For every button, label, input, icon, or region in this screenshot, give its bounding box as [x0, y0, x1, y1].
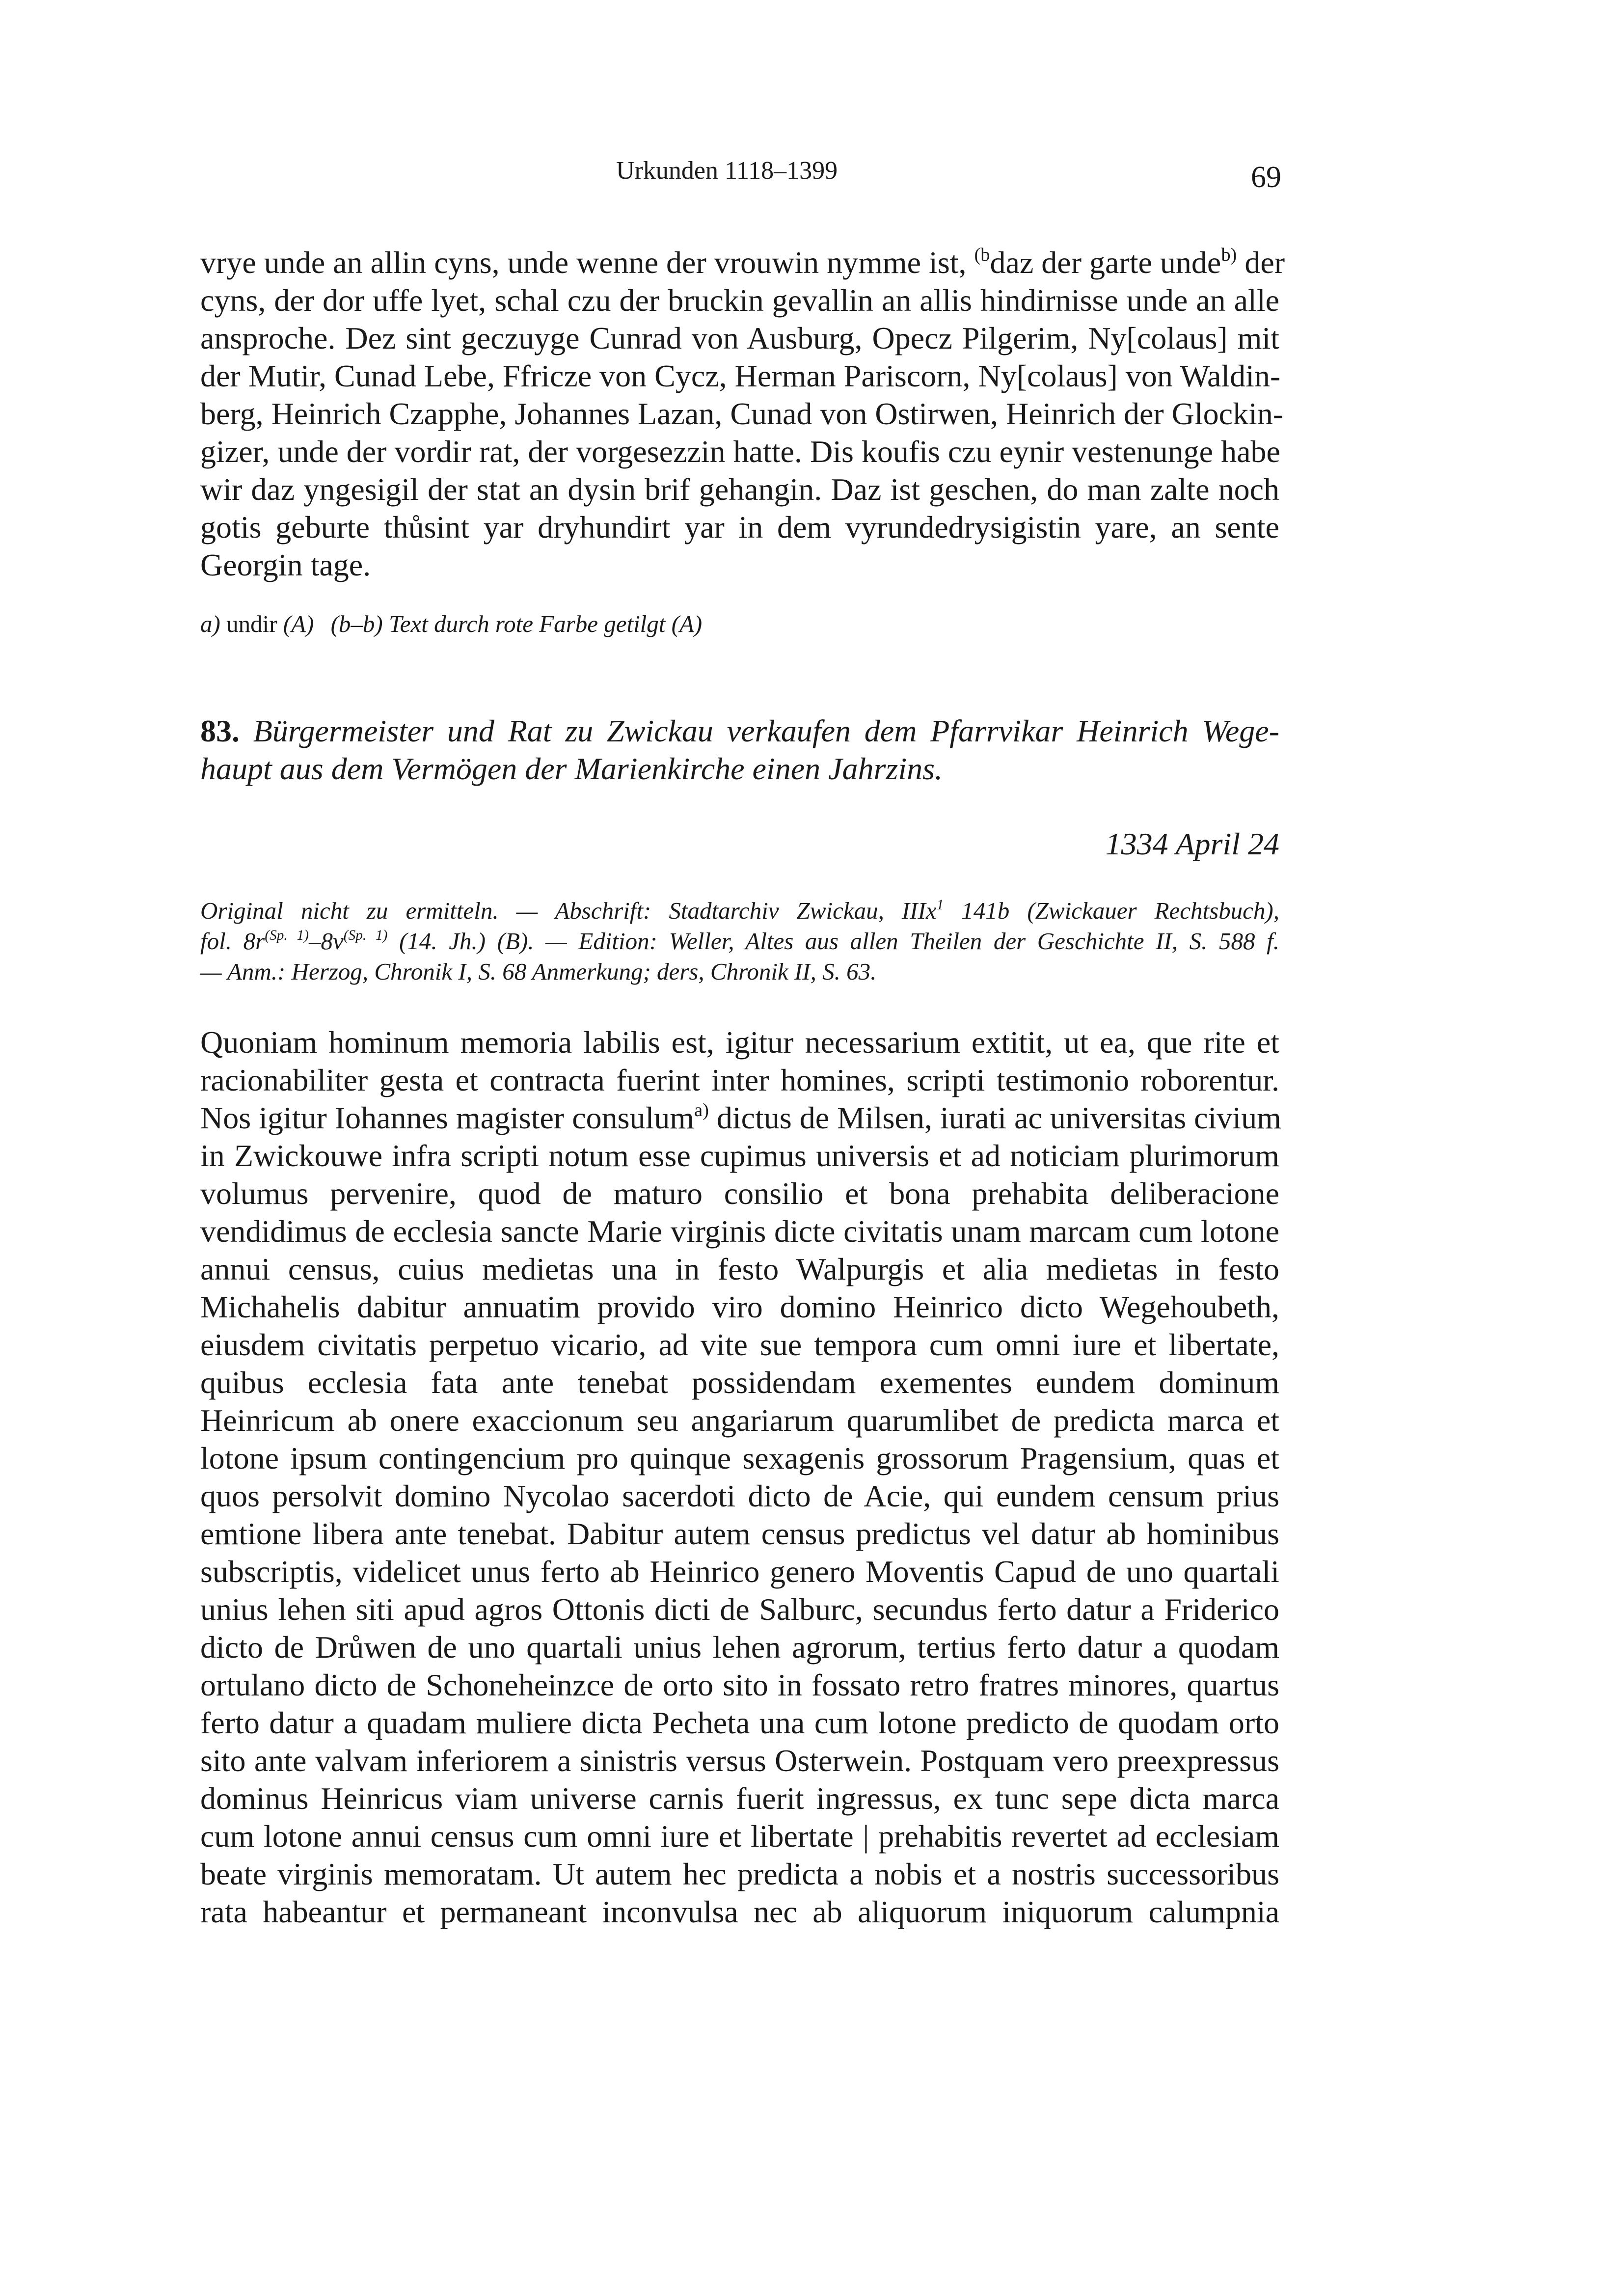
continued-text-line: gizer, unde der vordir rat, der vorgesezzin hatte. Dis koufis czu eynir vestenunge habe: [200, 434, 1280, 469]
heading-line: haupt aus dem Vermögen der Marienkirche einen Jahrzins.: [200, 751, 943, 786]
apparatus-line: — Anm.: Herzog, Chronik I, S. 68 Anmerkung; ders, Chronik II, S. 63.: [200, 958, 877, 985]
latin-text-line: emtione libera ante tenebat. Dabitur autem census predictus vel datur ab hominibus: [200, 1516, 1279, 1551]
apparatus-part: fol. 8r: [200, 928, 265, 955]
apparatus-line: [200, 896, 1279, 926]
continued-text-line: [200, 244, 1285, 282]
footnote-a-label: a): [200, 610, 220, 637]
latin-text-line: rata habeantur et permaneant inconvulsa nec ab aliquorum iniquorum calumpnia: [200, 1894, 1279, 1929]
continued-text-line: wir daz yngesigil der stat an dysin brif gehangin. Daz ist geschen, do man zalte noch: [200, 472, 1279, 507]
continued-text-line: berg, Heinrich Czapphe, Johannes Lazan, Cunad von Ostirwen, Heinrich der Glockin-: [200, 396, 1284, 431]
latin-text-line: cum lotone annui census cum omni iure et libertate | prehabitis revertet ad ecclesiam: [200, 1819, 1279, 1854]
continued-text-line: gotis geburte thůsint yar dryhundirt yar in dem vyrundedrysigistin yare, an sente: [200, 510, 1279, 545]
latin-text-line: subscriptis, videlicet unus ferto ab Heinrico genero Moventis Capud de uno quartali: [200, 1554, 1279, 1589]
latin-text-part: dictus de Milsen, iurati ac universitas civium: [708, 1100, 1281, 1135]
continued-text-part: der: [1237, 245, 1285, 280]
latin-text-line: volumus pervenire, quod de maturo consilio et bona prehabita deliberacione: [200, 1176, 1279, 1211]
superscript: (Sp. 1): [265, 927, 309, 943]
heading-text: Bürgermeister und Rat zu Zwickau verkaufen dem Pfarrvikar Heinrich Wege-: [253, 713, 1279, 748]
footnotes: [200, 609, 1279, 639]
apparatus-part: –8v: [308, 928, 344, 955]
latin-text-line: racionabiliter gesta et contracta fuerint inter homines, scripti testimonio roborentur.: [200, 1063, 1279, 1097]
latin-text-part: Nos igitur Iohannes magister consulum: [200, 1100, 695, 1135]
latin-text-line: dominus Heinricus viam universe carnis fuerit ingressus, ex tunc sepe dicta marca: [200, 1781, 1279, 1816]
continued-text-line: cyns, der dor uffe lyet, schal czu der bruckin gevallin an allis hindirnisse unde an alle: [200, 283, 1279, 318]
running-head: Urkunden 1118–1399: [616, 157, 838, 185]
latin-text-line: eiusdem civitatis perpetuo vicario, ad vite sue tempora cum omni iure et libertate,: [200, 1327, 1279, 1362]
footnote-a-text: undir: [226, 610, 277, 637]
continued-text-line: ansproche. Dez sint geczuyge Cunrad von Ausburg, Opecz Pilgerim, Ny[colaus] mit: [200, 321, 1279, 355]
continued-text-part: daz der garte unde: [990, 245, 1221, 280]
apparatus-part: 141b (Zwickauer Rechtsbuch),: [944, 897, 1279, 924]
latin-text-line: in Zwickouwe infra scripti notum esse cupimus universis et ad noticiam plurimorum: [200, 1138, 1279, 1173]
latin-text-line: quibus ecclesia fata ante tenebat possidendam exementes eundem dominum: [200, 1365, 1279, 1400]
heading-line: [200, 712, 1279, 750]
latin-text-line: sito ante valvam inferiorem a sinistris versus Osterwein. Postquam vero preexpressus: [200, 1743, 1279, 1778]
document-number: 83.: [200, 713, 240, 748]
latin-text-line: Heinricum ab onere exaccionum seu angariarum quarumlibet de predicta marca et: [200, 1403, 1279, 1438]
apparatus-line: [200, 926, 1279, 957]
latin-text-line: Quoniam hominum memoria labilis est, igitur necessarium extitit, ut ea, que rite et: [200, 1025, 1279, 1060]
footnote-marker: a): [694, 1100, 709, 1121]
footnote-b-text: (b–b) Text durch rote Farbe getilgt (A): [330, 610, 703, 637]
superscript: 1: [936, 897, 944, 913]
footnote-marker: (b: [974, 245, 990, 266]
footnote-marker: b): [1221, 245, 1237, 266]
latin-text-line: ortulano dicto de Schoneheinzce de orto sito in fossato retro fratres minores, quartus: [200, 1667, 1279, 1702]
latin-text-line: Michahelis dabitur annuatim provido viro domino Heinrico dicto Wegehoubeth,: [200, 1289, 1279, 1324]
latin-text-line: annui census, cuius medietas una in festo Walpurgis et alia medietas in festo: [200, 1252, 1279, 1286]
latin-text-line: ferto datur a quadam muliere dicta Pecheta una cum lotone predicto de quodam orto: [200, 1705, 1279, 1740]
latin-text-line: vendidimus de ecclesia sancte Marie virginis dicte civitatis unam marcam cum lotone: [200, 1214, 1279, 1249]
apparatus-part: (14. Jh.) (B). — Edition: Weller, Altes aus allen Theilen der Geschichte II, S. 588 f.: [387, 928, 1280, 955]
footnote-a-source: (A): [283, 610, 314, 637]
latin-text-line: [200, 1099, 1279, 1137]
page-number: 69: [1251, 161, 1281, 194]
continued-text-line: Georgin tage.: [200, 547, 371, 582]
latin-text-line: dicto de Drůwen de uno quartali unius lehen agrorum, tertius ferto datur a quodam: [200, 1630, 1279, 1665]
continued-text-part: vrye unde an allin cyns, unde wenne der vrouwin nymme ist,: [200, 245, 974, 280]
superscript: (Sp. 1): [343, 927, 388, 943]
apparatus-part: Original nicht zu ermitteln. — Abschrift: Stadtarchiv Zwickau, IIIx: [200, 897, 937, 924]
latin-text-line: beate virginis memoratam. Ut autem hec predicta a nobis et a nostris successoribus: [200, 1857, 1279, 1891]
latin-text-line: quos persolvit domino Nycolao sacerdoti dicto de Acie, qui eundem censum prius: [200, 1478, 1279, 1513]
latin-text-line: unius lehen siti apud agros Ottonis dicti de Salburc, secundus ferto datur a Friderico: [200, 1592, 1279, 1627]
document-date: 1334 April 24: [1105, 826, 1279, 861]
continued-text-line: der Mutir, Cunad Lebe, Ffricze von Cycz, Herman Pariscorn, Ny[colaus] von Waldin-: [200, 358, 1281, 393]
latin-text-line: lotone ipsum contingencium pro quinque sexagenis grossorum Pragensium, quas et: [200, 1441, 1279, 1476]
